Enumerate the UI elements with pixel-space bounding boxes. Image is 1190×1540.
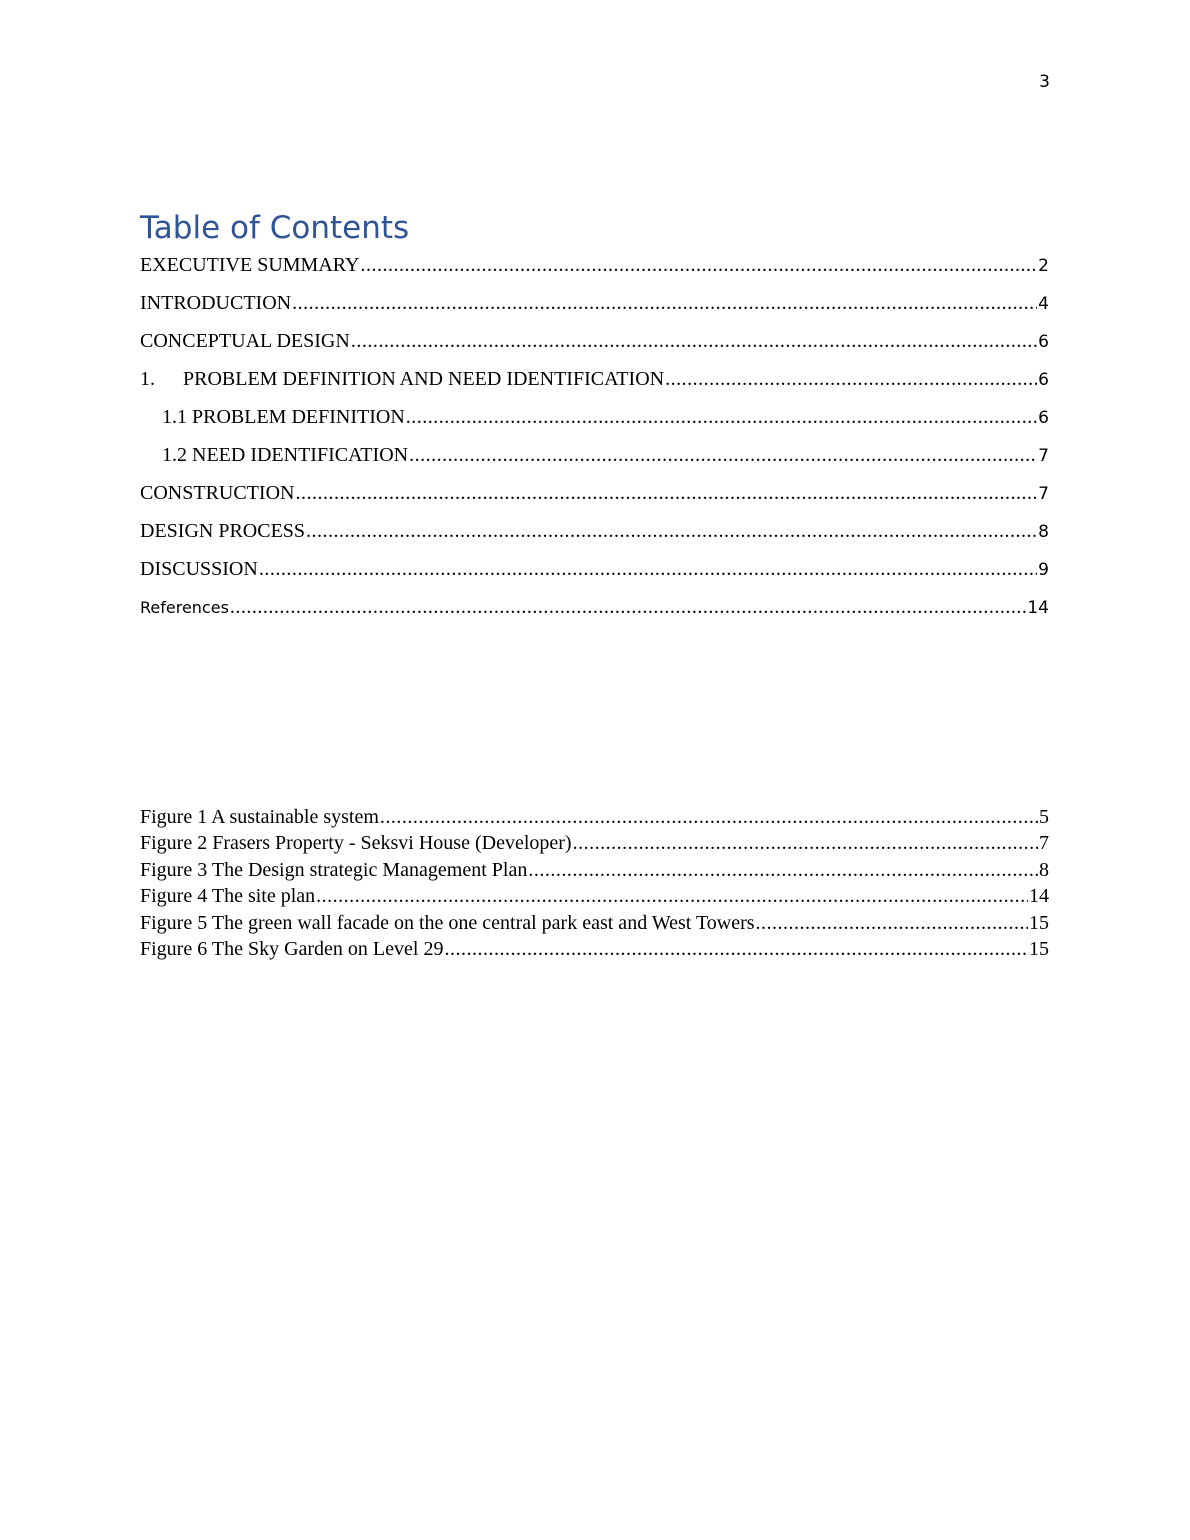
dot-leader bbox=[444, 936, 1028, 962]
toc-entry-label: References bbox=[140, 598, 229, 617]
figure-entry-page: 5 bbox=[1039, 806, 1049, 828]
toc-entry-conceptual-design[interactable] bbox=[140, 328, 1049, 366]
figure-entry-label: Figure 5 The green wall facade on the one central park east and West Towers bbox=[140, 911, 755, 934]
figure-entry-page: 7 bbox=[1039, 832, 1049, 855]
toc-entry-label: DISCUSSION bbox=[140, 558, 258, 580]
dot-leader bbox=[230, 594, 1026, 620]
figure-entry-2[interactable] bbox=[140, 830, 1049, 856]
figure-entry-6[interactable] bbox=[140, 936, 1049, 962]
toc-entry-page: 8 bbox=[1038, 522, 1049, 542]
toc-entry-executive-summary[interactable] bbox=[140, 252, 1049, 290]
page-number: 3 bbox=[1039, 72, 1050, 92]
toc-entry-design-process[interactable] bbox=[140, 518, 1049, 556]
toc-entry-label: CONCEPTUAL DESIGN bbox=[140, 330, 350, 352]
toc-entry-page: 4 bbox=[1038, 294, 1049, 314]
dot-leader bbox=[316, 883, 1028, 909]
figure-entry-label: Figure 2 Frasers Property - Seksvi House (Developer) bbox=[140, 832, 572, 855]
dot-leader bbox=[295, 480, 1037, 506]
toc-entry-label: CONSTRUCTION bbox=[140, 482, 295, 504]
figure-entry-5[interactable] bbox=[140, 910, 1049, 936]
dot-leader bbox=[528, 857, 1038, 883]
dot-leader bbox=[292, 290, 1037, 316]
dot-leader bbox=[259, 556, 1037, 582]
dot-leader bbox=[351, 328, 1037, 354]
figure-entry-page: 8 bbox=[1039, 858, 1049, 881]
dot-leader bbox=[406, 404, 1037, 430]
figure-entry-1[interactable] bbox=[140, 804, 1049, 830]
figure-entry-page: 14 bbox=[1029, 885, 1049, 908]
toc-entry-label: 1.1 PROBLEM DEFINITION bbox=[162, 406, 405, 428]
toc-entry-label: 1.2 NEED IDENTIFICATION bbox=[162, 444, 409, 466]
toc-entry-problem-definition[interactable] bbox=[140, 404, 1049, 442]
toc-entry-page: 6 bbox=[1038, 408, 1049, 428]
toc-entry-label: INTRODUCTION bbox=[140, 292, 292, 314]
toc-entry-need-identification[interactable] bbox=[140, 442, 1049, 480]
toc-entry-discussion[interactable] bbox=[140, 556, 1049, 594]
toc-entry-number: 1. bbox=[140, 368, 155, 390]
dot-leader bbox=[306, 518, 1037, 544]
figure-entry-4[interactable] bbox=[140, 883, 1049, 909]
figure-entry-page: 15 bbox=[1029, 911, 1049, 934]
toc-title: Table of Contents bbox=[140, 210, 410, 246]
toc-entry-label: PROBLEM DEFINITION AND NEED IDENTIFICATION bbox=[183, 368, 665, 390]
table-of-contents bbox=[140, 252, 1049, 632]
toc-entry-problem-definition-and-need[interactable] bbox=[140, 366, 1049, 404]
figure-entry-label: Figure 3 The Design strategic Management Plan bbox=[140, 858, 528, 881]
figure-entry-label: Figure 6 The Sky Garden on Level 29 bbox=[140, 937, 444, 960]
figure-entry-page: 15 bbox=[1029, 937, 1049, 960]
toc-entry-introduction[interactable] bbox=[140, 290, 1049, 328]
figure-entry-3[interactable] bbox=[140, 857, 1049, 883]
figure-entry-label: Figure 1 A sustainable system bbox=[140, 806, 379, 828]
dot-leader bbox=[665, 366, 1037, 392]
toc-entry-page: 7 bbox=[1038, 446, 1049, 466]
toc-entry-references[interactable] bbox=[140, 594, 1049, 632]
dot-leader bbox=[573, 830, 1038, 856]
dot-leader bbox=[360, 252, 1037, 278]
dot-leader bbox=[380, 804, 1038, 830]
toc-entry-page: 6 bbox=[1038, 332, 1049, 352]
toc-entry-page: 2 bbox=[1038, 256, 1049, 276]
toc-entry-page: 6 bbox=[1038, 370, 1049, 390]
dot-leader bbox=[409, 442, 1037, 468]
toc-entry-label: EXECUTIVE SUMMARY bbox=[140, 254, 360, 276]
table-of-figures bbox=[140, 804, 1049, 962]
toc-entry-page: 7 bbox=[1038, 484, 1049, 504]
figure-entry-label: Figure 4 The site plan bbox=[140, 885, 316, 908]
toc-entry-page: 9 bbox=[1038, 560, 1049, 580]
toc-entry-page: 14 bbox=[1027, 598, 1049, 618]
dot-leader bbox=[756, 910, 1028, 936]
toc-entry-label: DESIGN PROCESS bbox=[140, 520, 306, 542]
toc-entry-label-wrap bbox=[140, 366, 664, 392]
toc-entry-construction[interactable] bbox=[140, 480, 1049, 518]
